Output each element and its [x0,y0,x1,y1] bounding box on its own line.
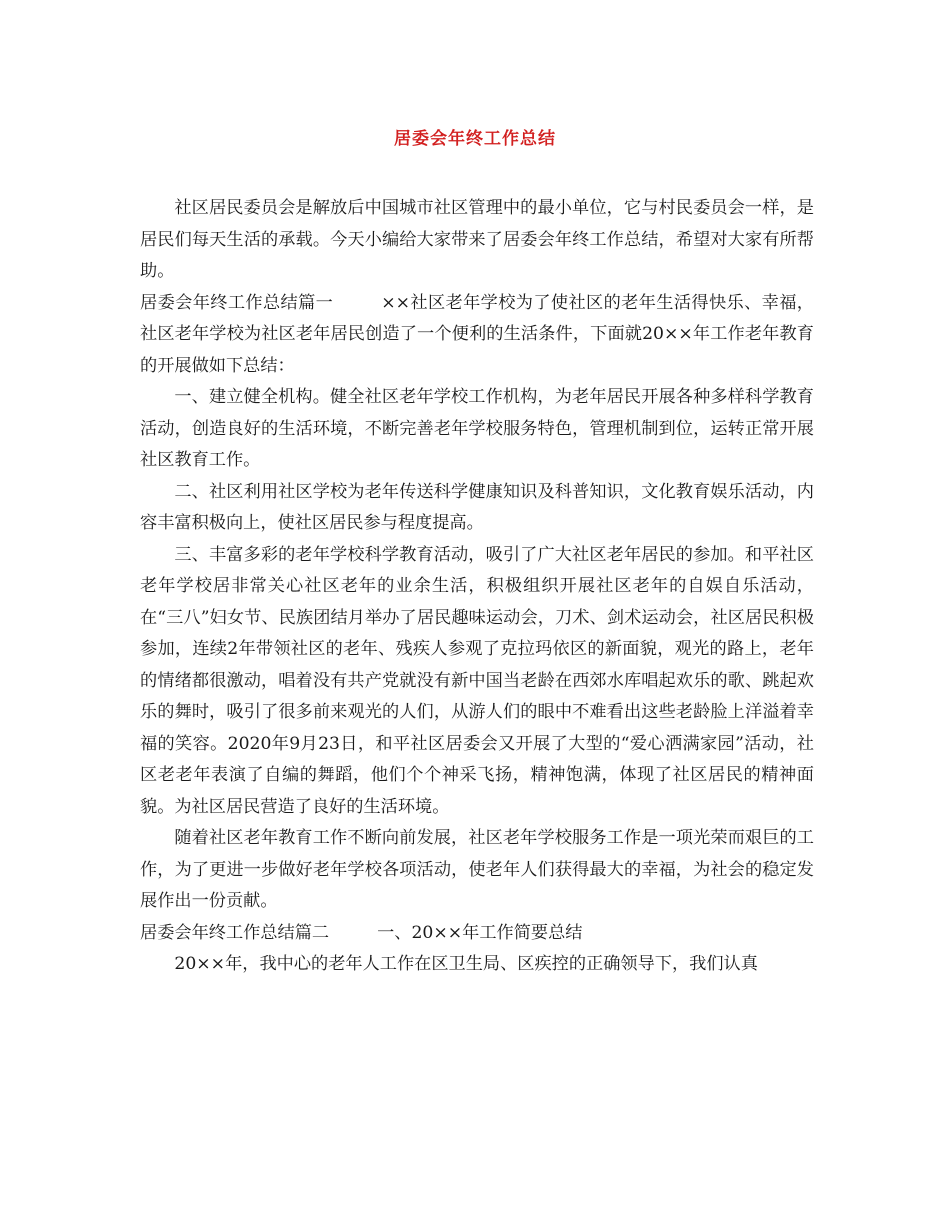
intro-paragraph: 社区居民委员会是解放后中国城市社区管理中的最小单位，它与村民委员会一样，是居民们每天生活的承载。今天小编给大家带来了居委会年终工作总结，希望对大家有所帮助。 [140,198,814,281]
closing-paragraph: 随着社区老年教育工作不断向前发展，社区老年学校服务工作是一项光荣而艰巨的工作，为了更进一步做好老年学校各项活动，使老年人们获得最大的幸福，为社会的稳定发展作出一份贡献。 [140,828,814,911]
section-one-paragraph [140,288,814,383]
item-one-paragraph: 一、建立健全机构。健全社区老年学校工作机构，为老年居民开展各种多样科学教育活动，创造良好的生活环境，不断完善老年学校服务特色，管理机制到位，运转正常开展社区教育工作。 [140,387,814,470]
section-two-text: 一、20××年工作简要总结 [377,922,583,943]
document-body [140,193,814,981]
item-two-paragraph: 二、社区利用社区学校为老年传送科学健康知识及科普知识，文化教育娱乐活动，内容丰富积极向上，使社区居民参与程度提高。 [140,481,814,533]
section-one-text: ××社区老年学校为了使社区的老年生活得快乐、幸福，社区老年学校为社区老年居民创造了一个便利的生活条件，下面就20××年工作老年教育的开展做如下总结： [140,292,814,376]
document-title: 居委会年终工作总结 [394,129,556,149]
section-two-paragraph [140,918,814,950]
section-two-body: 20××年，我中心的老年人工作在区卫生局、区疾控的正确领导下，我们认真 [174,954,758,974]
item-three-paragraph: 三、丰富多彩的老年学校科学教育活动，吸引了广大社区老年居民的参加。和平社区老年学校居非常关心社区老年的业余生活，积极组织开展社区老年的自娱自乐活动，在“三八”妇女节、民族团结月举办了居民趣味运动会，刀术、剑术运动会，社区居民积极参加，连续2年带领社区的老年、残疾人参观了克拉玛依区的新面貌，观光的路上，老年的情绪都很激动，唱着没有共产党就没有新中国当老龄在西郊水库唱起欢乐的歌、跳起欢乐的舞时，吸引了很多前来观光的人们，从游人们的眼中不难看出这些老龄脸上洋溢着幸福的笑容。2020年9月23日，和平社区居委会又开展了大型的“爱心洒满家园”活动，社区老老年表演了自编的舞蹈，他们个个神采飞扬，精神饱满，体现了社区居民的精神面貌。为社区居民营造了良好的生活环境。 [140,544,814,817]
section-one-heading: 居委会年终工作总结篇一 [140,292,334,313]
section-two-heading: 居委会年终工作总结篇二 [140,922,330,943]
